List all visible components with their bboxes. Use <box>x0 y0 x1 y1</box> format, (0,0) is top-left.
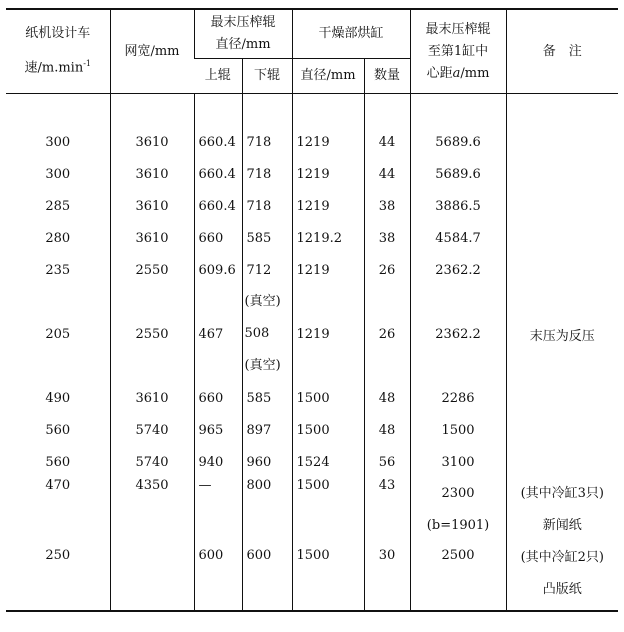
cell-remark <box>506 414 618 446</box>
cell-upper: 965 <box>194 414 242 446</box>
cell-dryer-count: 44 <box>364 126 410 158</box>
cell-distance: 2362.2 <box>410 286 506 382</box>
cell-speed: 560 <box>45 422 71 438</box>
cell-speed: 285 <box>45 198 71 214</box>
cell-speed: 470 <box>45 478 71 493</box>
cell-upper: 660.4 <box>194 126 242 158</box>
cell-upper: 660.4 <box>194 190 242 222</box>
cell-upper: 600 <box>194 542 242 611</box>
cell-dryer-dia: 1500 <box>292 414 364 446</box>
cell-dryer-dia: 1500 <box>292 478 364 542</box>
cell-remark <box>506 254 618 286</box>
cell-dryer-dia: 1219 <box>292 158 364 190</box>
cell-upper: 660 <box>194 382 242 414</box>
cell-dryer-count: 38 <box>364 190 410 222</box>
cell-distance: 2286 <box>410 382 506 414</box>
cell-width: 2550 <box>110 254 194 286</box>
cell-lower: 718 <box>242 190 292 222</box>
cell-dryer-dia: 1219 <box>292 286 364 382</box>
cell-dryer-dia: 1219 <box>292 254 364 286</box>
cell-remark: 末压为反压 <box>506 286 618 382</box>
cell-lower: 897 <box>242 414 292 446</box>
header-lower-roll: 下辊 <box>242 59 292 94</box>
table-row <box>6 126 618 158</box>
cell-dryer-count: 48 <box>364 382 410 414</box>
header-remarks: 备 注 <box>506 9 618 94</box>
cell-remark <box>506 382 618 414</box>
table-body <box>6 94 618 612</box>
cell-speed: 250 <box>6 542 110 611</box>
cell-upper: 660.4 <box>194 158 242 190</box>
cell-distance-note: (b=1901) <box>426 518 490 533</box>
cell-remark: (其中冷缸2只) <box>520 550 604 565</box>
cell-distance: 3886.5 <box>410 190 506 222</box>
cell-remark <box>506 190 618 222</box>
cell-dryer-count: 44 <box>364 158 410 190</box>
cell-lower: 718 <box>242 126 292 158</box>
cell-dryer-dia: 1524 <box>292 446 364 478</box>
cell-lower: 712 <box>242 254 292 286</box>
cell-lower: 585 <box>242 222 292 254</box>
header-dryer-count: 数量 <box>364 59 410 94</box>
cell-distance: 1500 <box>410 414 506 446</box>
cell-distance: 2362.2 <box>410 254 506 286</box>
cell-lower-stack <box>242 286 292 382</box>
cell-dryer-dia: 1219 <box>292 126 364 158</box>
cell-width <box>110 542 194 611</box>
cell-remark-stack <box>506 542 618 611</box>
cell-upper: 467 <box>194 286 242 382</box>
header-distance-line2: 至第1缸中 <box>427 43 489 59</box>
cell-remark-line2: 新闻纸 <box>542 518 582 533</box>
cell-width: 4350 <box>110 478 194 542</box>
cell-distance-stack <box>410 478 506 542</box>
cell-lower: 508 <box>244 326 270 341</box>
cell-width: 3610 <box>110 382 194 414</box>
cell-dryer-count: 48 <box>364 414 410 446</box>
cell-remark <box>506 446 618 478</box>
cell-lower: 960 <box>242 446 292 478</box>
cell-width: 3610 <box>110 158 194 190</box>
cell-speed: 300 <box>45 166 71 182</box>
cell-dryer-count: 38 <box>364 222 410 254</box>
paper-machine-spec-table <box>6 8 618 612</box>
table-row <box>6 414 618 446</box>
cell-speed: 205 <box>45 326 71 342</box>
cell-width: 3610 <box>110 222 194 254</box>
cell-lower: 718 <box>242 158 292 190</box>
cell-speed: 235 <box>45 262 71 278</box>
header-speed <box>6 9 110 94</box>
cell-dryer-dia: 1500 <box>292 382 364 414</box>
header-distance-unit: /mm <box>460 65 490 81</box>
table-row <box>6 446 618 478</box>
cell-speed: 560 <box>45 454 71 470</box>
table-header <box>6 9 618 94</box>
cell-dryer-count: 56 <box>364 446 410 478</box>
header-dryer-diameter: 直径/mm <box>292 59 364 94</box>
table-row <box>6 542 618 611</box>
cell-distance: 5689.6 <box>410 126 506 158</box>
table-row <box>6 382 618 414</box>
header-width: 网宽/mm <box>110 9 194 94</box>
cell-speed: 280 <box>45 230 71 246</box>
cell-distance: 5689.6 <box>410 158 506 190</box>
cell-width: 5740 <box>110 414 194 446</box>
table-row <box>6 478 618 542</box>
cell-remark <box>506 222 618 254</box>
cell-lower-note-below: (真空) <box>244 358 281 373</box>
cell-upper: — <box>194 478 242 542</box>
header-distance-line3: 心距 <box>426 65 453 81</box>
header-distance-symbol: a <box>452 65 461 81</box>
cell-remark <box>506 158 618 190</box>
table-row <box>6 286 618 382</box>
cell-remark-stack <box>506 478 618 542</box>
cell-upper: 609.6 <box>194 254 242 286</box>
cell-dryer-dia: 1219.2 <box>292 222 364 254</box>
table-row <box>6 190 618 222</box>
cell-dryer-count: 26 <box>364 254 410 286</box>
header-press-roll-line1: 最末压榨辊 <box>210 15 276 30</box>
cell-dryer-dia: 1500 <box>292 542 364 611</box>
cell-dryer-count: 43 <box>364 478 410 542</box>
cell-distance: 4584.7 <box>410 222 506 254</box>
cell-remark-line2: 凸版纸 <box>542 582 582 597</box>
cell-lower-note-above: (真空) <box>244 294 281 309</box>
cell-dryer-dia: 1219 <box>292 190 364 222</box>
cell-width: 5740 <box>110 446 194 478</box>
header-speed-line2: 速/m.min <box>24 60 84 76</box>
cell-lower: 585 <box>242 382 292 414</box>
cell-lower: 600 <box>242 542 292 611</box>
cell-lower: 800 <box>242 478 292 542</box>
cell-dryer-count: 26 <box>364 286 410 382</box>
header-dryer: 干燥部烘缸 <box>292 9 410 59</box>
cell-dryer-count: 30 <box>364 542 410 611</box>
cell-upper: 660 <box>194 222 242 254</box>
table-row <box>6 158 618 190</box>
header-speed-exponent: -1 <box>83 59 91 69</box>
cell-distance: 2300 <box>441 486 475 501</box>
cell-distance: 3100 <box>410 446 506 478</box>
cell-width: 3610 <box>110 126 194 158</box>
cell-width: 3610 <box>110 190 194 222</box>
cell-distance: 2500 <box>410 542 506 611</box>
table-row <box>6 254 618 286</box>
header-upper-roll: 上辊 <box>194 59 242 94</box>
header-speed-line1: 纸机设计车 <box>25 26 91 42</box>
header-press-roll-line2: 直径/mm <box>215 37 271 52</box>
cell-remark: (其中冷缸3只) <box>520 486 604 501</box>
cell-speed: 300 <box>45 134 71 150</box>
header-press-roll <box>194 9 292 59</box>
header-distance-line1: 最末压榨辊 <box>425 21 491 37</box>
cell-width: 2550 <box>110 286 194 382</box>
cell-upper: 940 <box>194 446 242 478</box>
header-distance <box>410 9 506 94</box>
cell-remark <box>506 126 618 158</box>
cell-speed: 490 <box>45 390 71 406</box>
table-row <box>6 222 618 254</box>
